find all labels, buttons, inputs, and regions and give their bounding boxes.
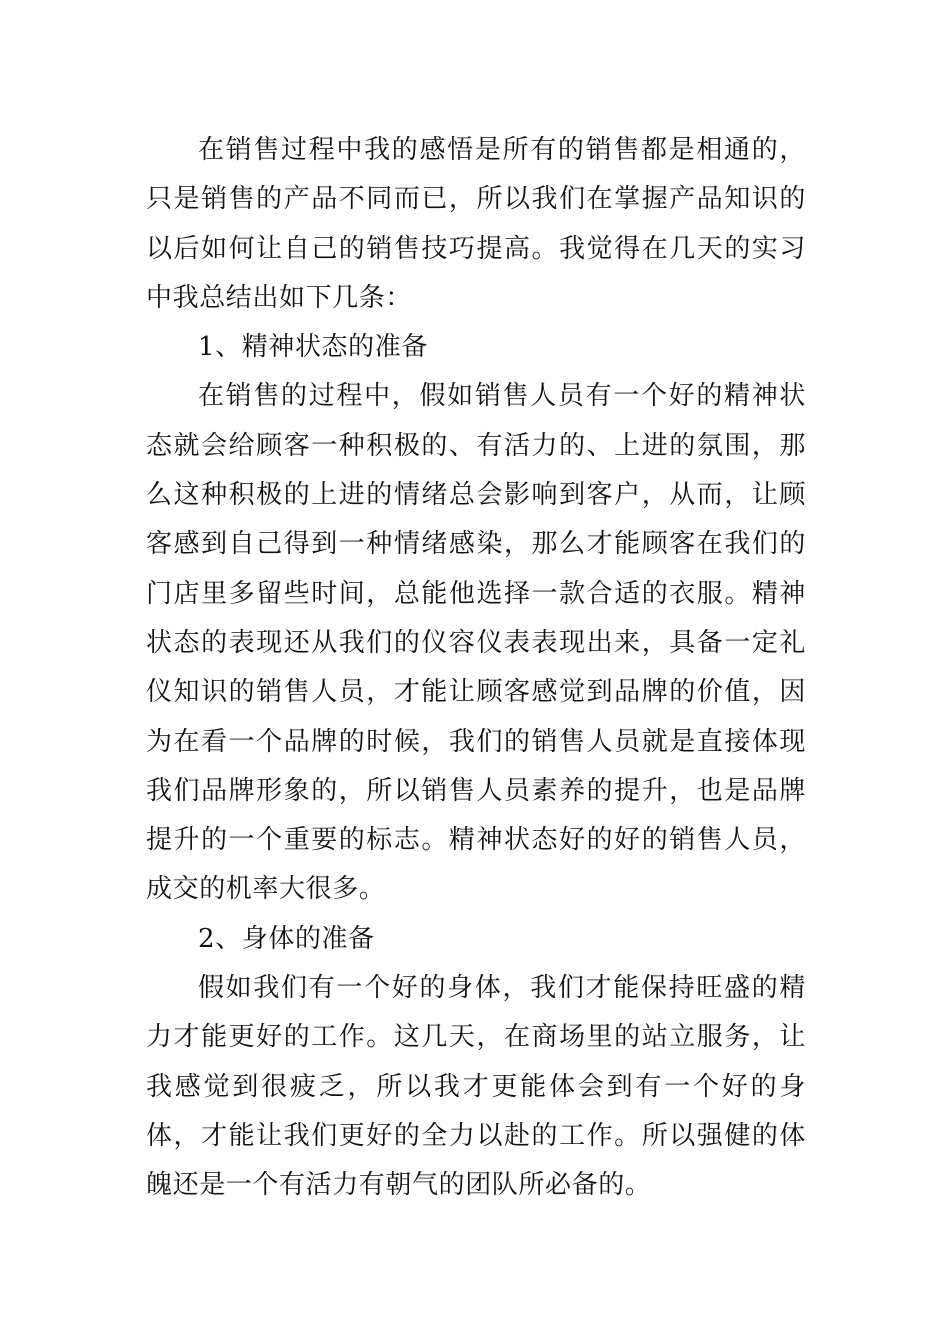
section-heading-physical: 2、身体的准备	[198, 923, 375, 954]
paragraph-mental-state: 在销售的过程中，假如销售人员有一个好的精神状态就会给顾客一种积极的、有活力的、上进的氛围，那么这种积极的上进的情绪总会影响到客户，从而，让顾客感到自己得到一种情绪感染，那么才能顾客在我们的门店里多留些时间，总能他选择一款合适的衣服。精神状态的表现还从我们的仪容仪表表现出来，具备一定礼仪知识的销售人员，才能让顾客感觉到品牌的价值，因为在看一个品牌的时候，我们的销售人员就是直接体现我们品牌形象的，所以销售人员素养的提升，也是品牌提升的一个重要的标志。精神状态好的好的销售人员，成交的机率大很多。	[146, 381, 806, 905]
document-body	[146, 126, 806, 1211]
section-heading-mental-state: 1、精神状态的准备	[198, 332, 428, 363]
paragraph-physical: 假如我们有一个好的身体，我们才能保持旺盛的精力才能更好的工作。这几天，在商场里的站立服务，让我感觉到很疲乏，所以我才更能体会到有一个好的身体，才能让我们更好的全力以赴的工作。所以强健的体魄还是一个有活力有朝气的团队所必备的。	[146, 973, 806, 1201]
paragraph-intro: 在销售过程中我的感悟是所有的销售都是相通的，只是销售的产品不同而已，所以我们在掌握产品知识的以后如何让自己的销售技巧提高。我觉得在几天的实习中我总结出如下几条：	[146, 135, 806, 313]
